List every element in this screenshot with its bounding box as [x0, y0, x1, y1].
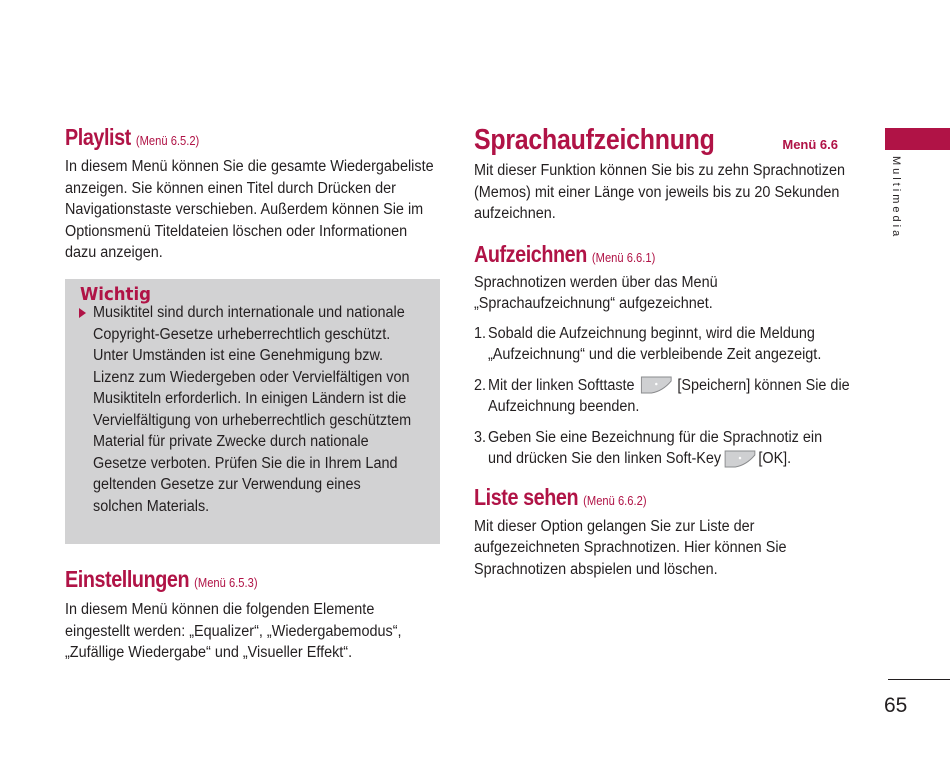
einstellungen-heading	[65, 566, 388, 593]
section-tab-label: Multimedia	[890, 156, 902, 240]
section-tab-bar	[885, 128, 950, 150]
step-1-number: 1.	[474, 324, 487, 342]
sprachaufzeichnung-menu-ref: Menü 6.6	[782, 137, 838, 152]
einstellungen-menu-ref: (Menü 6.5.3)	[194, 575, 258, 590]
aufzeichnen-steps	[474, 323, 850, 470]
step-3	[474, 427, 850, 470]
einstellungen-text: In diesem Menü können die folgenden Elemente eingestellt werden: „Equalizer“, „Wiedergabemodus“, „Zufällige Wiedergabe“ und „Visueller Effekt“.	[65, 601, 402, 661]
liste-title: Liste sehen	[474, 483, 579, 510]
einstellungen-section	[65, 566, 441, 664]
step-2-text-after: [Speichern] können Sie die Aufzeichnung beenden.	[487, 376, 850, 415]
notice-box	[65, 279, 440, 544]
step-1	[474, 323, 850, 366]
aufzeichnen-intro: Sprachnotizen werden über das Menü „Sprachaufzeichnung“ aufgezeichnet.	[474, 273, 718, 312]
aufzeichnen-menu-ref: (Menü 6.6.1)	[591, 249, 656, 265]
page-number: 65	[884, 694, 908, 717]
left-column	[65, 124, 441, 264]
left-softkey-icon	[724, 449, 756, 469]
sprachaufzeichnung-header	[474, 124, 852, 157]
liste-heading	[474, 484, 799, 511]
einstellungen-title: Einstellungen	[65, 566, 190, 592]
playlist-text: In diesem Menü können Sie die gesamte Wiedergabeliste anzeigen. Sie können einen Titel durch Drücken der Navigationstaste verschieben. Außerdem können Sie im Optionsmenü Titeldateien löschen oder Informationen dazu anzeigen.	[65, 158, 434, 261]
step-3-text-before: Geben Sie eine Bezeichnung für die Sprachnotiz ein und drücken Sie den linken Soft-Key	[487, 428, 823, 467]
notice-text: Musiktitel sind durch internationale und nationale Copyright-Gesetze urheberrechtlich geschützt. Unter Umständen ist eine Genehmigung bzw. Lizenz zum Wiedergeben oder Vervielfältigen von Musiktiteln erforderlich. In einigen Ländern ist die Vervielfältigung von urheberrechtlich geschütztem Material für private Zwecke durch nationale Gesetze verboten. Prüfen Sie die in Ihrem Land geltenden Gesetze zur Verwendung eines solchen Materials.	[93, 304, 412, 515]
playlist-heading	[65, 124, 388, 151]
notice-title: Wichtig	[80, 284, 151, 305]
aufzeichnen-title: Aufzeichnen	[474, 240, 587, 267]
step-2-number: 2.	[474, 376, 487, 394]
sprachaufzeichnung-text: Mit dieser Funktion können Sie bis zu zehn Sprachnotizen (Memos) mit einer Länge von jeweils bis zu 20 Sekunden aufzeichnen.	[474, 162, 845, 222]
liste-menu-ref: (Menü 6.6.2)	[583, 492, 647, 508]
bullet-arrow-icon	[79, 308, 86, 318]
right-column	[474, 124, 852, 580]
step-3-text-after: [OK].	[758, 450, 792, 467]
step-1-text: Sobald die Aufzeichnung beginnt, wird die Meldung „Aufzeichnung“ und die verbleibende Zeit angezeigt.	[487, 324, 822, 363]
aufzeichnen-heading	[474, 241, 799, 268]
sprachaufzeichnung-title: Sprachaufzeichnung	[474, 124, 715, 156]
step-2	[474, 375, 850, 418]
left-softkey-icon	[640, 375, 672, 395]
playlist-menu-ref: (Menü 6.5.2)	[135, 133, 200, 148]
step-2-text-before: Mit der linken Softtaste	[487, 376, 635, 394]
step-3-number: 3.	[474, 428, 487, 446]
liste-text: Mit dieser Option gelangen Sie zur Liste der aufgezeichneten Sprachnotizen. Hier können Sie Sprachnotizen abspielen und löschen.	[474, 517, 787, 578]
page-number-rule	[888, 679, 950, 680]
playlist-title: Playlist	[65, 124, 131, 150]
